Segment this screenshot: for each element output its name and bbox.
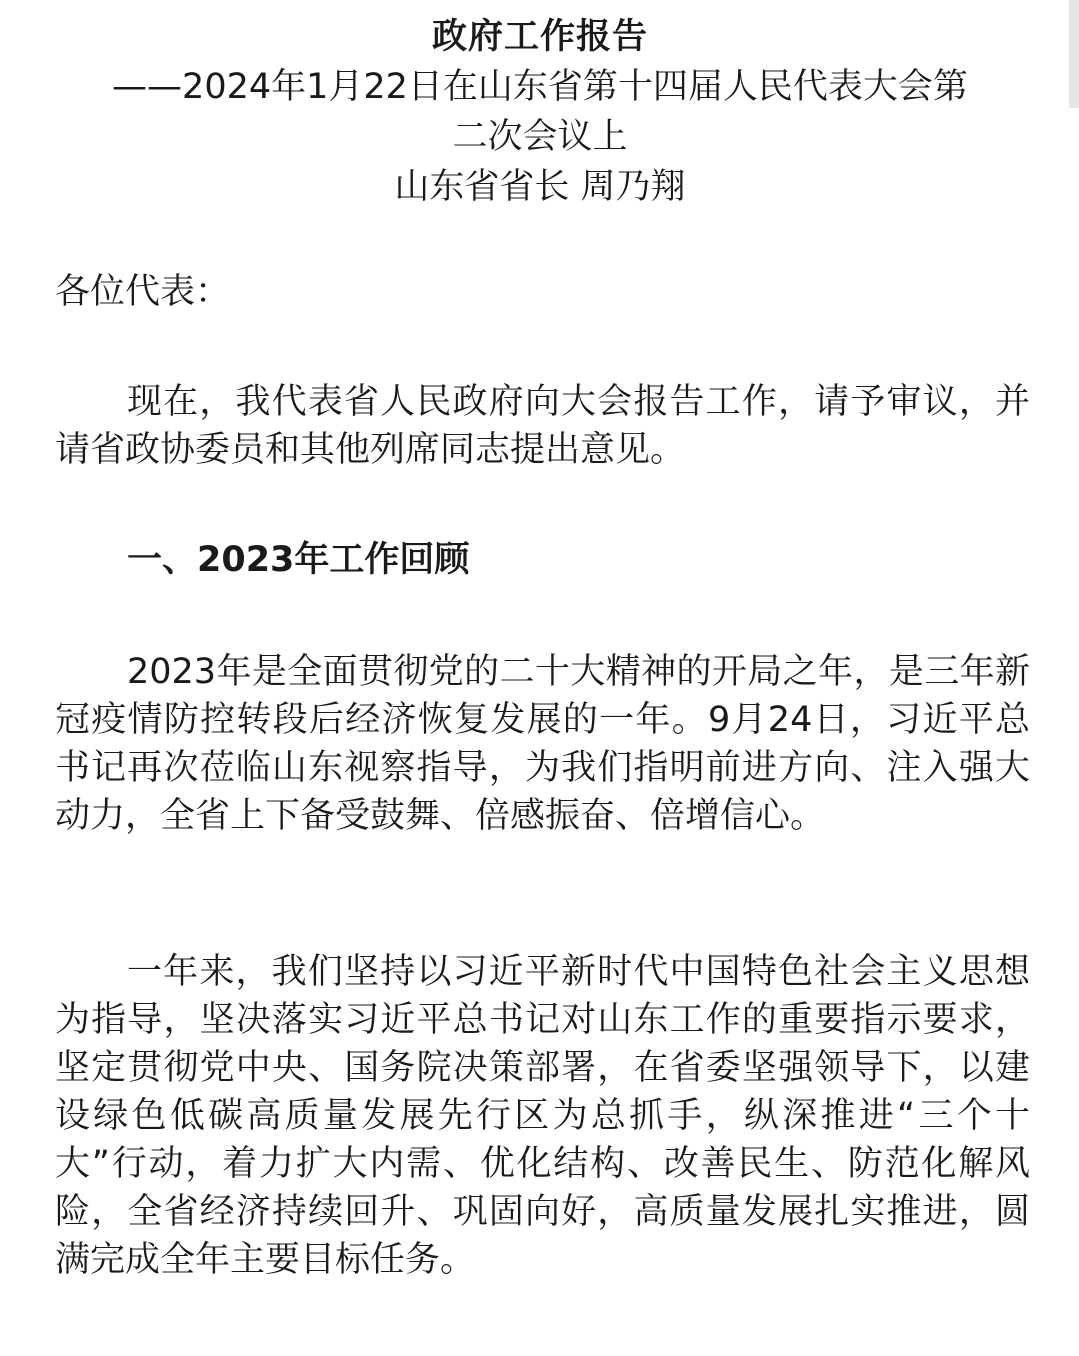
salutation: 各位代表： [55, 272, 231, 312]
section-heading: 一、2023年工作回顾 [127, 540, 470, 580]
paragraph-intro: 现在，我代表省人民政府向大会报告工作，请予审议，并请省政协委员和其他列席同志提出意见。 [55, 382, 1030, 470]
document-speaker: 山东省省长 周乃翔 [394, 167, 686, 207]
paragraph-summary: 一年来，我们坚持以习近平新时代中国特色社会主义思想为指导，坚决落实习近平总书记对山东工作的重要指示要求，坚定贯彻党中央、国务院决策部署，在省委坚强领导下，以建设绿色低碳高质量发展先行区为总抓手，纵深推进“三个十大”行动，着力扩大内需、优化结构、改善民生、防范化解风险，全省经济持续回升、巩固向好，高质量发展扎实推进，圆满完成全年主要目标任务。 [55, 952, 1030, 1280]
paragraph-overview: 2023年是全面贯彻党的二十大精神的开局之年，是三年新冠疫情防控转段后经济恢复发展的一年。9月24日，习近平总书记再次莅临山东视察指导，为我们指明前进方向、注入强大动力，全省上下备受鼓舞、倍感振奋、倍增信心。 [55, 652, 1030, 836]
document-subtitle-line-2: 二次会议上 [452, 117, 628, 157]
scrollbar[interactable] [1069, 0, 1079, 108]
document-subtitle-line-1: ——2024年1月22日在山东省第十四届人民代表大会第 [112, 67, 968, 107]
document-title: 政府工作报告 [431, 17, 648, 57]
document-header [40, 12, 1040, 212]
